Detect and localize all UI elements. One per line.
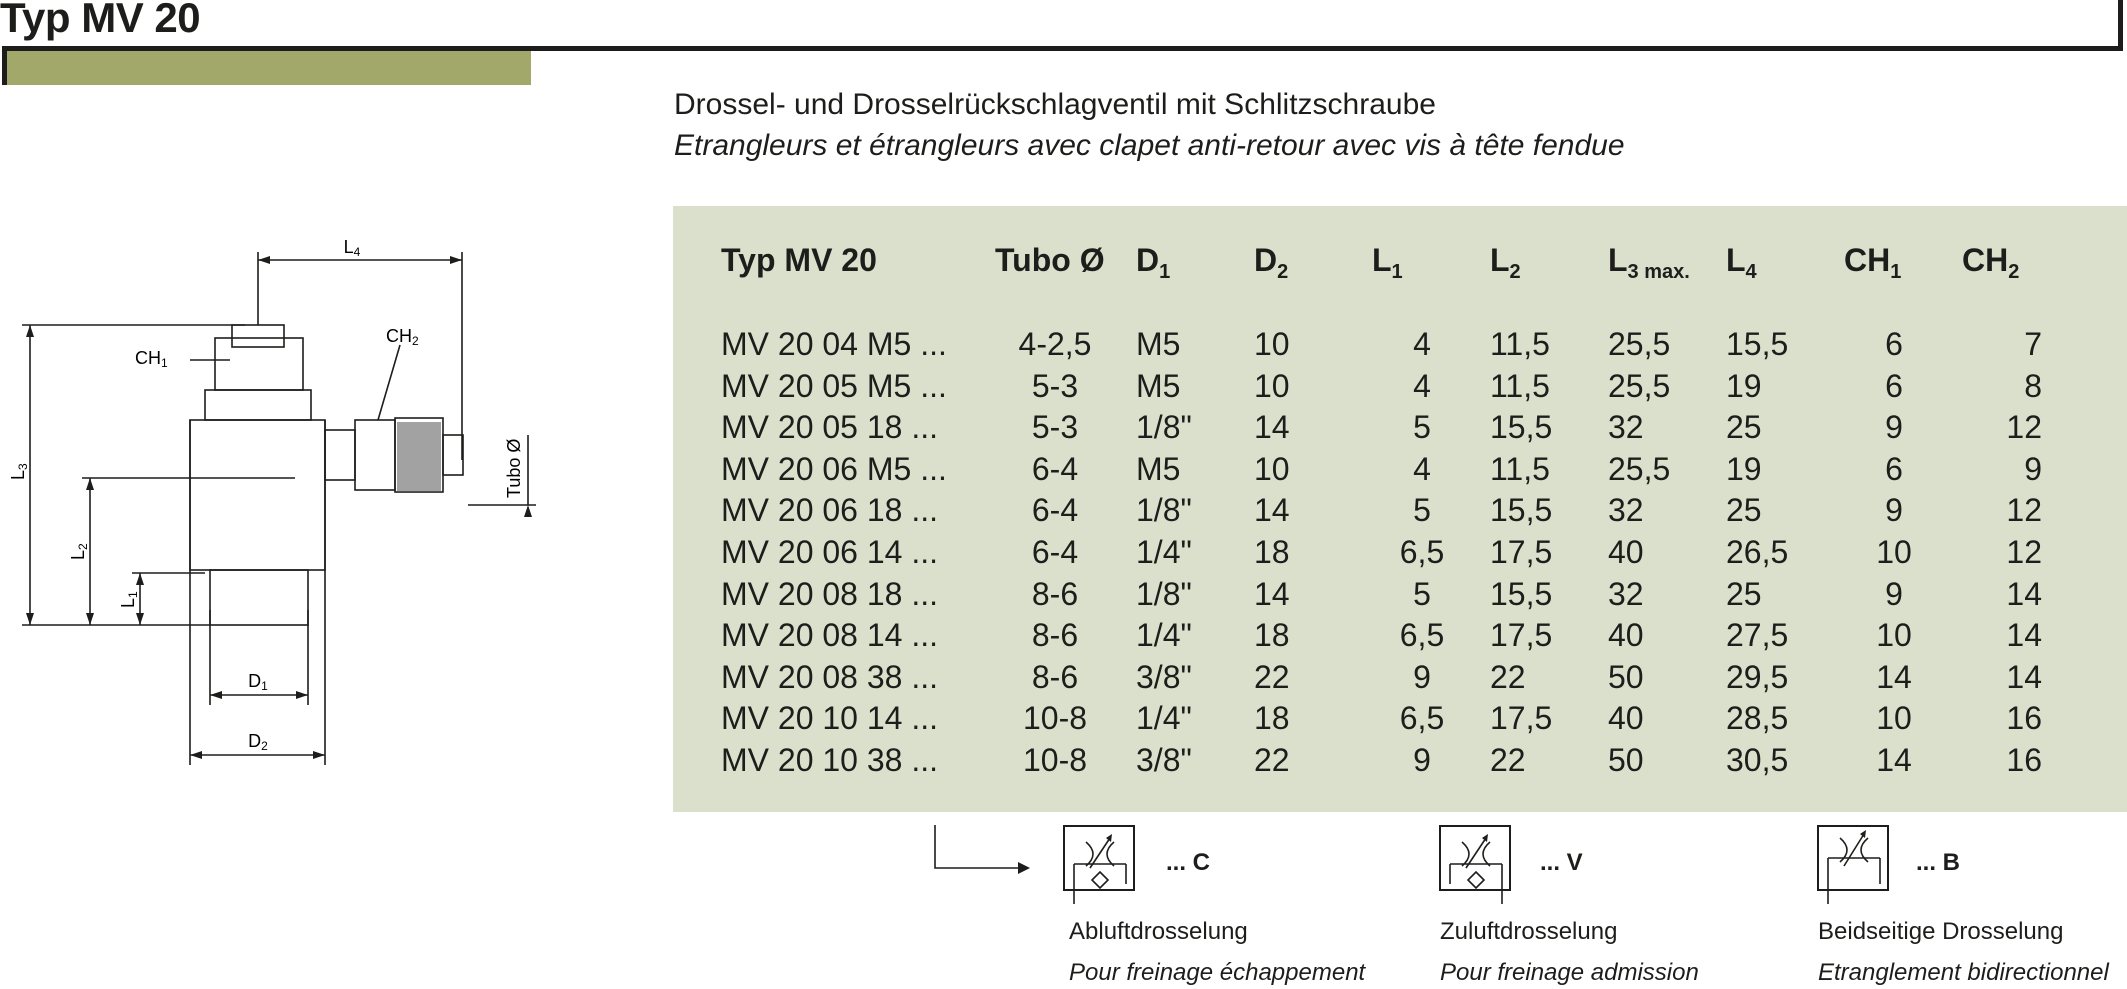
- table-cell-d1: 1/4": [1136, 534, 1192, 570]
- table-cell-ch2: 12: [2006, 492, 2042, 529]
- table-cell-l2: 11,5: [1490, 367, 1550, 404]
- drawing-label-d2: D: [248, 731, 262, 751]
- table-cell-l4: 29,5: [1726, 658, 1789, 695]
- table-cell-tubo: 5-3: [1031, 409, 1079, 446]
- table-header-ch1: $CH_1$: [1844, 242, 1902, 283]
- table-cell-tubo: 4-2,5: [1018, 326, 1092, 362]
- table-header-tubo: Tubo Ø: [995, 242, 1105, 278]
- subtitle-fr: Etrangleurs et étrangleurs avec clapet anti-retour avec vis à tête fendue: [674, 129, 1625, 162]
- table-cell-d1: 3/8": [1136, 658, 1192, 695]
- table-cell-d1: 1/8": [1136, 409, 1192, 446]
- table-cell-l1: 5: [1413, 409, 1431, 446]
- table-cell-d1: 1/4": [1136, 700, 1192, 737]
- table-cell-d2: 22: [1254, 742, 1290, 778]
- table-cell-l2: 15,5: [1490, 492, 1553, 529]
- table-cell-l3: 25,5: [1608, 367, 1671, 404]
- drawing-label-tubo: Tubo Ø: [504, 438, 524, 498]
- table-cell-l2: 15,5: [1490, 409, 1553, 446]
- table-cell-l1: 6,5: [1399, 534, 1445, 570]
- symbol-label-de-v: Zuluftdrosselung: [1440, 918, 1618, 945]
- header-rule-right: [2118, 0, 2123, 51]
- table-cell-tubo: 8-6: [1031, 575, 1079, 612]
- table-cell-model: MV 20 10 38 ...: [721, 742, 939, 778]
- table-cell-d1: 1/8": [1136, 492, 1192, 529]
- table-header-l4: $L_4$: [1726, 242, 1757, 283]
- table-cell-model: MV 20 08 18 ...: [721, 575, 939, 612]
- svg-text:L4: L4: [343, 237, 361, 259]
- table-cell-ch2: 16: [2006, 700, 2042, 737]
- table-cell-d2: 10: [1254, 326, 1290, 362]
- table-header-l3: $L_{3 max.}$: [1608, 242, 1690, 283]
- table-cell-l3: 32: [1608, 492, 1644, 529]
- svg-text:CH2: CH2: [386, 326, 419, 348]
- subtitle-de: Drossel- und Drosselrückschlagventil mit Schlitzschraube: [674, 88, 1436, 121]
- table-cell-model: MV 20 08 14 ...: [721, 617, 939, 654]
- table-cell-ch1: 6: [1885, 326, 1903, 362]
- table-cell-l3: 25,5: [1608, 450, 1671, 487]
- table-cell-model: MV 20 06 14 ...: [721, 534, 939, 570]
- table-cell-l1: 9: [1413, 658, 1431, 695]
- table-cell-l1: 5: [1413, 575, 1431, 612]
- table-cell-ch1: 14: [1876, 658, 1912, 695]
- table-cell-l3: 40: [1608, 617, 1644, 654]
- table-cell-ch2: 7: [2024, 326, 2042, 362]
- table-cell-d2: 10: [1254, 450, 1290, 487]
- table-cell-d1: M5: [1136, 367, 1181, 404]
- table-cell-l3: 50: [1608, 742, 1644, 778]
- table-cell-ch1: 9: [1885, 409, 1903, 446]
- svg-text:D2: D2: [248, 731, 268, 753]
- symbol-code-v: ... V: [1540, 849, 1583, 876]
- table-cell-ch1: 14: [1876, 742, 1912, 778]
- svg-text:D1: D1: [248, 671, 268, 693]
- table-cell-l1: 5: [1413, 492, 1431, 529]
- table-cell-l2: 15,5: [1490, 575, 1553, 612]
- table-cell-ch1: 9: [1885, 575, 1903, 612]
- table-cell-l3: 40: [1608, 534, 1644, 570]
- page-title: Typ MV 20: [0, 0, 201, 41]
- table-cell-l4: 30,5: [1726, 742, 1789, 778]
- table-cell-ch2: 12: [2006, 534, 2042, 570]
- table-cell-l1: 9: [1413, 742, 1431, 778]
- table-cell-l3: 25,5: [1608, 326, 1671, 362]
- table-cell-l4: 19: [1726, 450, 1762, 487]
- table-cell-l4: 25: [1726, 575, 1762, 612]
- table-cell-l4: 27,5: [1726, 617, 1789, 654]
- table-cell-d2: 18: [1254, 617, 1290, 654]
- drawing-label-ch2: CH: [386, 326, 412, 346]
- symbol-label-fr-b: Etranglement bidirectionnel: [1818, 959, 2109, 986]
- table-cell-d2: 18: [1254, 700, 1290, 737]
- svg-text:L2: L2: [68, 543, 90, 560]
- table-cell-l1: 4: [1413, 326, 1431, 362]
- table-cell-l2: 17,5: [1490, 700, 1553, 737]
- table-cell-l3: 32: [1608, 409, 1644, 446]
- table-cell-ch1: 10: [1876, 700, 1912, 737]
- table-cell-model: MV 20 05 M5 ...: [721, 367, 947, 404]
- table-cell-d2: 10: [1254, 367, 1290, 404]
- table-cell-d2: 14: [1254, 575, 1290, 612]
- bidirectional-throttle-symbol-icon: [1816, 824, 1894, 906]
- table-cell-l1: 6,5: [1399, 700, 1445, 737]
- table-cell-d1: 3/8": [1136, 742, 1192, 778]
- table-cell-ch2: 14: [2006, 658, 2042, 695]
- table-cell-l1: 6,5: [1399, 617, 1445, 654]
- drawing-label-l4: L: [343, 237, 354, 257]
- table-cell-model: MV 20 08 38 ...: [721, 658, 939, 695]
- table-cell-model: MV 20 05 18 ...: [721, 409, 939, 446]
- table-cell-ch2: 14: [2006, 575, 2042, 612]
- svg-text:CH1: CH1: [135, 348, 168, 370]
- table-cell-l3: 50: [1608, 658, 1644, 695]
- table-cell-tubo: 8-6: [1031, 617, 1079, 654]
- table-cell-tubo: 6-4: [1031, 534, 1079, 570]
- table-cell-ch2: 16: [2006, 742, 2042, 778]
- table-cell-tubo: 6-4: [1031, 492, 1079, 529]
- drawing-label-ch1: CH: [135, 348, 161, 368]
- drawing-label-l3: L: [8, 469, 28, 480]
- table-cell-ch1: 6: [1885, 450, 1903, 487]
- table-cell-ch2: 12: [2006, 409, 2042, 446]
- table-cell-tubo: 6-4: [1031, 450, 1079, 487]
- table-cell-d2: 14: [1254, 492, 1290, 529]
- drawing-label-d1: D: [248, 671, 262, 691]
- table-cell-ch2: 9: [2024, 450, 2042, 487]
- table-cell-ch2: 14: [2006, 617, 2042, 654]
- table-cell-d2: 22: [1254, 658, 1290, 695]
- table-cell-l3: 32: [1608, 575, 1644, 612]
- table-cell-d1: 1/8": [1136, 575, 1192, 612]
- table-cell-l1: 4: [1413, 367, 1431, 404]
- table-cell-l4: 28,5: [1726, 700, 1789, 737]
- drawing-label-l1: L: [118, 597, 138, 608]
- table-cell-l2: 22: [1490, 742, 1526, 778]
- table-cell-model: MV 20 04 M5 ...: [721, 326, 947, 362]
- table-cell-tubo: 10-8: [1022, 742, 1088, 778]
- table-cell-l4: 19: [1726, 367, 1762, 404]
- svg-text:L1: L1: [118, 591, 140, 608]
- valve-technical-drawing: [0, 230, 560, 790]
- table-cell-l2: 22: [1490, 658, 1526, 695]
- table-cell-model: MV 20 06 M5 ...: [721, 450, 947, 487]
- table-header-l1: $L_1$: [1372, 242, 1403, 283]
- table-cell-l2: 11,5: [1490, 326, 1550, 362]
- table-header-d2: $D_2$: [1254, 242, 1289, 283]
- table-cell-model: MV 20 10 14 ...: [721, 700, 939, 737]
- table-cell-l4: 25: [1726, 492, 1762, 529]
- table-cell-ch1: 10: [1876, 617, 1912, 654]
- table-cell-tubo: 10-8: [1022, 700, 1088, 737]
- table-cell-d1: M5: [1136, 326, 1181, 362]
- table-header-d1: $D_1$: [1136, 242, 1171, 283]
- table-cell-l2: 17,5: [1490, 617, 1553, 654]
- symbol-code-c: ... C: [1166, 849, 1211, 876]
- table-cell-ch1: 6: [1885, 367, 1903, 404]
- accent-bar: [7, 51, 531, 85]
- table-cell-d1: 1/4": [1136, 617, 1192, 654]
- table-cell-l4: 15,5: [1726, 326, 1789, 362]
- symbol-label-de-c: Abluftdrosselung: [1069, 918, 1248, 945]
- exhaust-throttle-symbol-icon: [1062, 824, 1140, 906]
- table-cell-ch1: 10: [1876, 534, 1912, 570]
- table-cell-d2: 18: [1254, 534, 1290, 570]
- table-header-ch2: $CH_2$: [1962, 242, 2020, 283]
- symbol-code-b: ... B: [1916, 849, 1961, 876]
- svg-text:L3: L3: [8, 463, 30, 480]
- table-cell-ch1: 9: [1885, 492, 1903, 529]
- table-header-l2: $L_2$: [1490, 242, 1521, 283]
- supply-throttle-symbol-icon: [1438, 824, 1516, 906]
- drawing-label-l2: L: [68, 549, 88, 560]
- table-cell-l4: 25: [1726, 409, 1762, 446]
- arrow-icon: [930, 820, 1030, 880]
- symbol-label-de-b: Beidseitige Drosselung: [1818, 918, 2064, 945]
- symbol-label-fr-c: Pour freinage échappement: [1069, 959, 1366, 986]
- symbol-label-fr-v: Pour freinage admission: [1440, 959, 1699, 986]
- table-cell-l1: 4: [1413, 450, 1431, 487]
- table-cell-l2: 11,5: [1490, 450, 1550, 487]
- table-cell-d2: 14: [1254, 409, 1290, 446]
- table-cell-ch2: 8: [2024, 367, 2042, 404]
- table-cell-d1: M5: [1136, 450, 1181, 487]
- table-cell-l2: 17,5: [1490, 534, 1553, 570]
- table-header-model: Typ MV 20: [721, 242, 877, 278]
- table-cell-model: MV 20 06 18 ...: [721, 492, 939, 529]
- table-cell-l3: 40: [1608, 700, 1644, 737]
- table-cell-l4: 26,5: [1726, 534, 1789, 570]
- table-cell-tubo: 5-3: [1031, 367, 1079, 404]
- table-cell-tubo: 8-6: [1031, 658, 1079, 695]
